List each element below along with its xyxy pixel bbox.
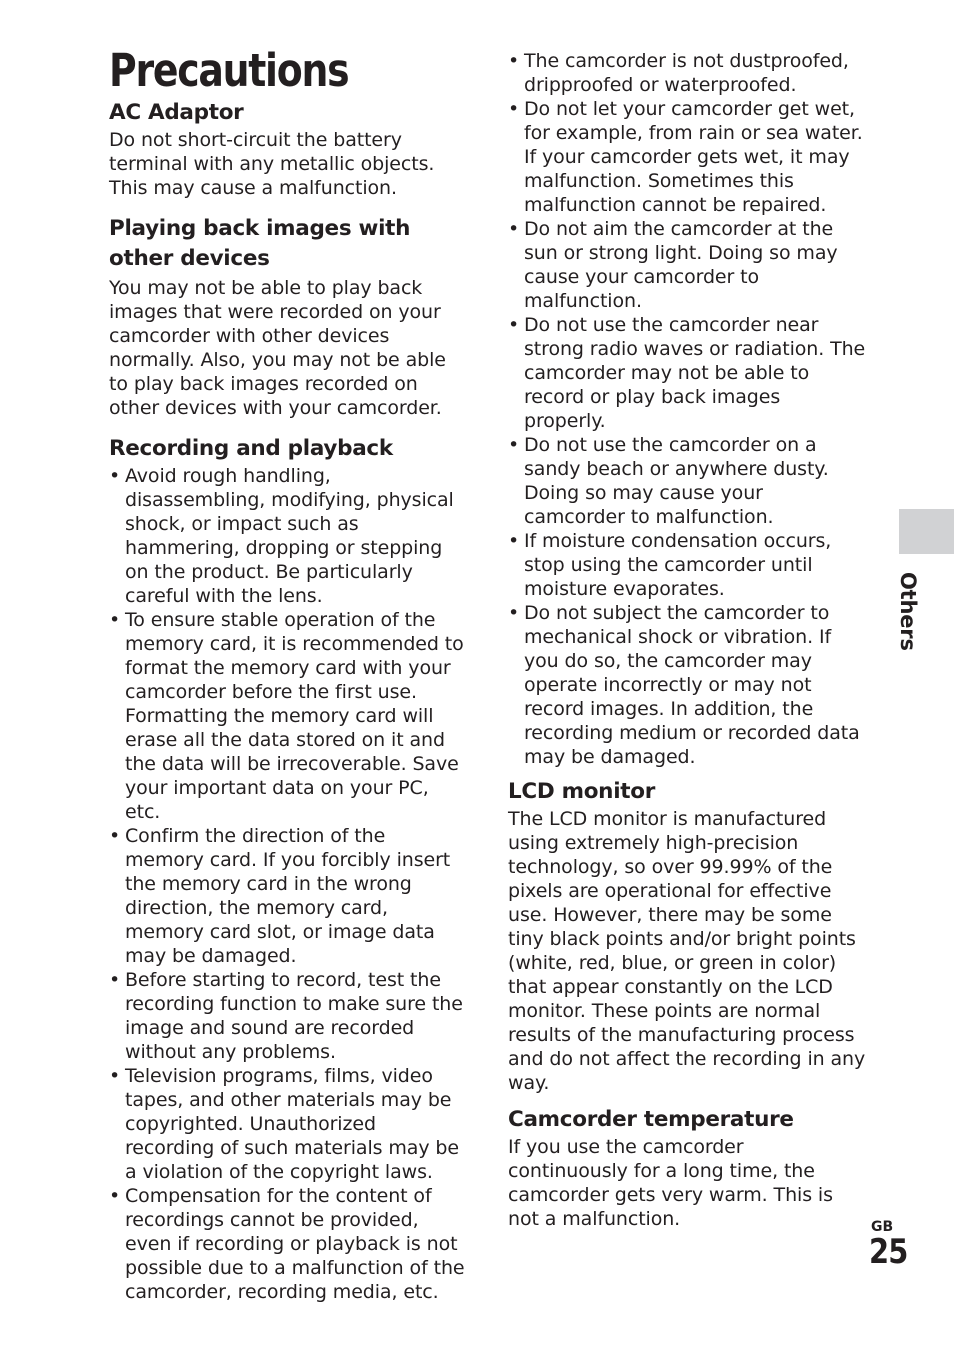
list-item: • Do not subject the camcorder to mechanical shock or vibration. If you do so, the camcorder may operate incorrectly or may not record images. In addition, the recording medium or recorded data may be damaged. [508,601,866,769]
section-heading: AC Adaptor [109,100,244,125]
list-item: • Television programs, films, video tapes, and other materials may be copyrighted. Unauthorized recording of such materials may be a violation of the copyright laws. [109,1064,469,1184]
list-item: • To ensure stable operation of the memory card, it is recommended to format the memory card with your camcorder before the first use. Formatting the memory card will erase all the data stored on it and the data will be irrecoverable. Save your important data on your PC, etc. [109,608,469,824]
list-item: • If moisture condensation occurs, stop using the camcorder until moisture evaporates. [508,529,866,601]
list-item: • Do not aim the camcorder at the sun or strong light. Doing so may cause your camcorder to malfunction. [508,217,866,313]
bullet-list [109,464,469,1304]
list-item: • Do not use the camcorder near strong radio waves or radiation. The camcorder may not be able to record or play back images properly. [508,313,866,433]
section-paragraph: You may not be able to play back images that were recorded on your camcorder with other devices normally. Also, you may not be able to play back images recorded on other devices with your camcorder. [109,277,446,419]
list-item: • Before starting to record, test the recording function to make sure the image and sound are recorded without any problems. [109,968,469,1064]
list-item: • The camcorder is not dustproofed, dripproofed or waterproofed. [508,49,866,97]
section-paragraph: If you use the camcorder continuously for a long time, the camcorder gets very warm. This is not a malfunction. [508,1136,833,1230]
page-title: Precautions [109,44,349,97]
list-item: • Do not use the camcorder on a sandy beach or anywhere dusty. Doing so may cause your camcorder to malfunction. [508,433,866,529]
section-heading: LCD monitor [508,779,656,804]
section-camcorder-temperature [508,1105,866,1231]
section-heading: Camcorder temperature [508,1107,794,1132]
section-lcd-monitor [508,777,866,1095]
section-heading: Recording and playback [109,436,393,461]
list-item: • Compensation for the content of recordings cannot be provided, even if recording or playback is not possible due to a malfunction of the camcorder, recording media, etc. [109,1184,469,1304]
list-item: • Do not let your camcorder get wet, for example, from rain or sea water. If your camcorder gets wet, it may malfunction. Sometimes this malfunction cannot be repaired. [508,97,866,217]
list-item: • Avoid rough handling, disassembling, modifying, physical shock, or impact such as hammering, dropping or stepping on the product. Be particularly careful with the lens. [109,464,469,608]
section-recording-playback [109,434,469,1304]
section-ac-adaptor [109,98,469,200]
list-item: • Confirm the direction of the memory card. If you forcibly insert the memory card in the wrong direction, the memory card, memory card slot, or image data may be damaged. [109,824,469,968]
region-code: GB [871,1219,894,1235]
side-tab-label: Others [896,572,920,651]
page-number: 25 [869,1232,908,1272]
bullet-list [508,49,866,769]
section-playing-back [109,214,469,420]
section-paragraph: Do not short-circuit the battery terminal with any metallic objects. This may cause a malfunction. [109,129,435,199]
section-paragraph: The LCD monitor is manufactured using extremely high-precision technology, so over 99.99% of the pixels are operational for effective use. However, there may be some tiny black points and/or bright points (white, red, blue, or green in color) that appear constantly on the LCD monitor. These points are normal results of the manufacturing process and do not affect the recording in any way. [508,808,866,1094]
right-column [508,49,866,1240]
left-column [109,98,469,1313]
side-tab-marker [899,509,954,554]
section-heading: Playing back images with other devices [109,216,411,271]
